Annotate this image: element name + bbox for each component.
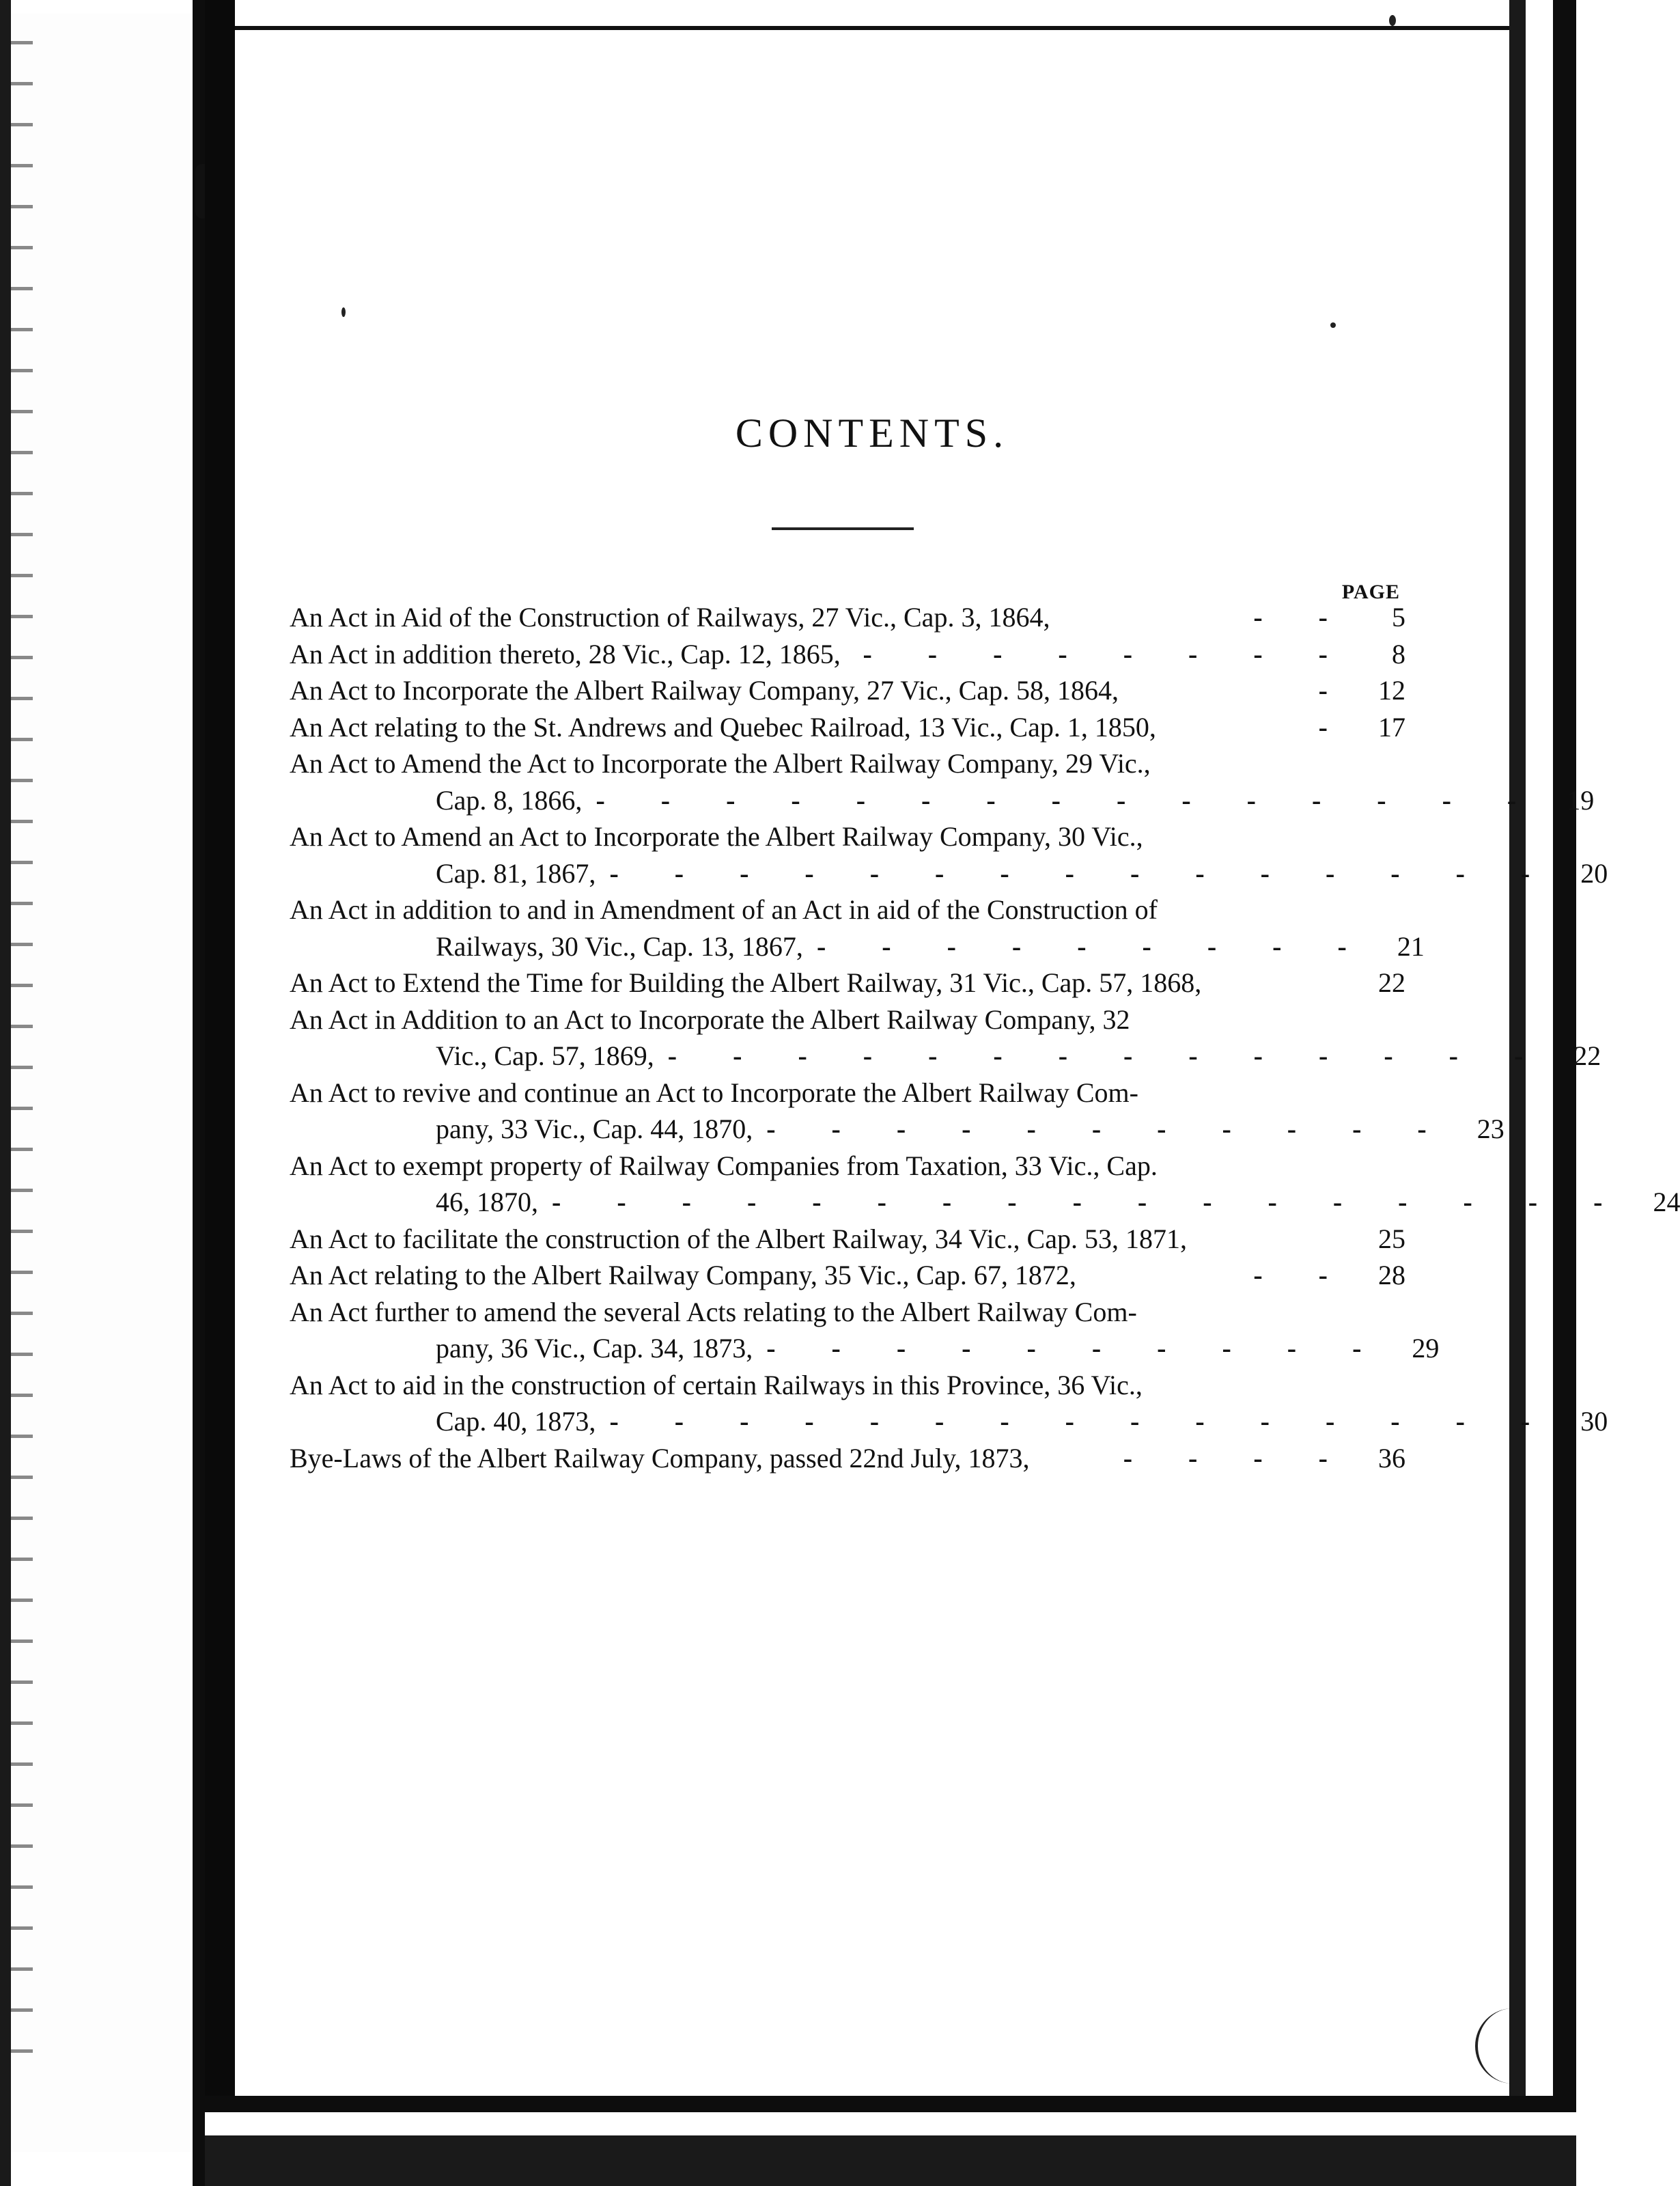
toc-entry-line [290,1259,1405,1296]
toc-entry-line [290,1369,1405,1406]
toc-leader-dashes: - - - - - - - - - - - - - - - - - [552,1187,1627,1217]
toc-leader-dashes: - [1318,675,1352,706]
toc-page-number: 22 [1573,1040,1601,1071]
toc-entry-title: An Act in Addition to an Act to Incorporate the Albert Railway Company, 32 [290,1004,1130,1035]
toc-page-number: 36 [1378,1443,1405,1474]
toc-entry-title: An Act to facilitate the construction of the Albert Railway, 34 Vic., Cap. 53, 1871, [290,1223,1187,1254]
toc-entry-line [290,820,1405,857]
toc-entry-title: Cap. 8, 1866, [436,785,583,816]
title-rule [772,527,914,530]
toc-entry-title: An Act to Amend an Act to Incorporate the Albert Railway Company, 30 Vic., [290,821,1143,852]
toc-page-number: 30 [1580,1406,1608,1437]
toc-page-number: 25 [1378,1223,1405,1254]
toc-leader-dashes: - - - - - - - - - - [766,1333,1386,1364]
toc-leader-dashes: - - - - - - - - - - - - - - - [609,858,1555,889]
toc-entry-line [436,784,1595,821]
toc-leader-dashes: - [1318,712,1352,743]
toc-entry-line [290,674,1405,711]
toc-entry-title: Cap. 81, 1867, [436,858,596,889]
toc-leader-dashes: - - [1253,1260,1352,1290]
toc-entry-line [436,857,1608,894]
toc-leader-dashes: - - - - [1123,1443,1352,1474]
page-column-header: PAGE [1341,581,1400,603]
toc-entry-line [290,1296,1405,1333]
toc-entry-line [436,1113,1504,1150]
speck [1389,15,1396,26]
toc-entry-line [436,1186,1680,1223]
toc-entry-title: Bye-Laws of the Albert Railway Company, passed 22nd July, 1873, [290,1443,1030,1474]
toc-page-number: 23 [1476,1113,1504,1144]
toc-page-number: 19 [1567,785,1595,816]
toc-entry-line [436,1040,1601,1077]
book-spine [205,0,235,2186]
toc-entry-title: An Act in Aid of the Construction of Railways, 27 Vic., Cap. 3, 1864, [290,602,1050,633]
toc-entry-line [290,1077,1405,1113]
toc-page-number: 12 [1378,675,1405,706]
toc-page-number: 5 [1392,602,1405,633]
toc-entry-title: pany, 33 Vic., Cap. 44, 1870, [436,1113,753,1144]
toc-leader-dashes: - - - - - - - - - - - - - - [667,1040,1548,1071]
toc-entry-line [436,1332,1440,1369]
toc-page-number: 8 [1392,639,1405,669]
right-page-edge [1509,0,1576,2186]
toc-entry-title: 46, 1870, [436,1187,538,1217]
toc-entry-title: An Act relating to the Albert Railway Company, 35 Vic., Cap. 67, 1872, [290,1260,1076,1290]
toc-entry-title: An Act to Extend the Time for Building the Albert Railway, 31 Vic., Cap. 57, 1868, [290,967,1202,998]
toc-entry-line [290,711,1405,748]
toc-leader-dashes: - - - - - - - - - - - - - - - [596,785,1541,816]
toc-entry-title: An Act to Incorporate the Albert Railway Company, 27 Vic., Cap. 58, 1864, [290,675,1119,706]
speck [1330,322,1336,328]
toc-entry-title: An Act to revive and continue an Act to Incorporate the Albert Railway Com- [290,1077,1138,1108]
toc-leader-dashes: - - - - - - - - [863,639,1352,669]
bottom-page-edge [205,2096,1576,2186]
toc-entry-title: An Act in addition to and in Amendment of an Act in aid of the Construction of [290,894,1158,925]
toc-entry-title: Cap. 40, 1873, [436,1406,596,1437]
toc-entry-line [290,601,1405,638]
toc-entry-line [290,747,1405,784]
toc-page-number: 17 [1378,712,1405,743]
toc-entry-line [290,1223,1405,1260]
toc-leader-dashes: - - - - - - - - - - - - - - - [609,1406,1555,1437]
toc-leader-dashes: - - - - - - - - - - - [766,1113,1451,1144]
toc-entry-title: An Act to Amend the Act to Incorporate the Albert Railway Company, 29 Vic., [290,748,1151,779]
toc-entry-line [290,1442,1405,1479]
toc-entry-title: Vic., Cap. 57, 1869, [436,1040,654,1071]
toc-entry-title: An Act further to amend the several Acts relating to the Albert Railway Com- [290,1297,1137,1327]
contents-title: CONTENTS. [735,411,1009,456]
left-page-bleed-marks [11,41,33,2056]
toc-entry-line [290,1150,1405,1187]
toc-entry-line [290,894,1405,930]
left-page-margin [11,14,193,2152]
toc-entry-title: Railways, 30 Vic., Cap. 13, 1867, [436,931,803,962]
speck [341,307,346,317]
toc-entry-title: An Act to aid in the construction of certain Railways in this Province, 36 Vic., [290,1370,1143,1400]
toc-entry-title: pany, 36 Vic., Cap. 34, 1873, [436,1333,753,1364]
toc-page-number: 24 [1653,1187,1680,1217]
toc-entry-title: An Act to exempt property of Railway Companies from Taxation, 33 Vic., Cap. [290,1150,1158,1181]
toc-page-number: 22 [1378,967,1405,998]
toc-leader-dashes: - - [1253,602,1352,633]
toc-page-number: 29 [1412,1333,1440,1364]
toc-page-number: 28 [1378,1260,1405,1290]
toc-page-number: 20 [1580,858,1608,889]
toc-page-number: 21 [1397,931,1425,962]
toc-entry-line [436,1405,1608,1442]
toc-entry-line [436,930,1425,967]
toc-entry-title: An Act relating to the St. Andrews and Quebec Railroad, 13 Vic., Cap. 1, 1850, [290,712,1156,743]
toc-entry-line [290,638,1405,675]
toc-entry-title: An Act in addition thereto, 28 Vic., Cap. 12, 1865, [290,639,841,669]
toc-leader-dashes: - - - - - - - - - [816,931,1371,962]
toc-entry-line [290,967,1405,1004]
toc-entry-line [290,1004,1405,1040]
